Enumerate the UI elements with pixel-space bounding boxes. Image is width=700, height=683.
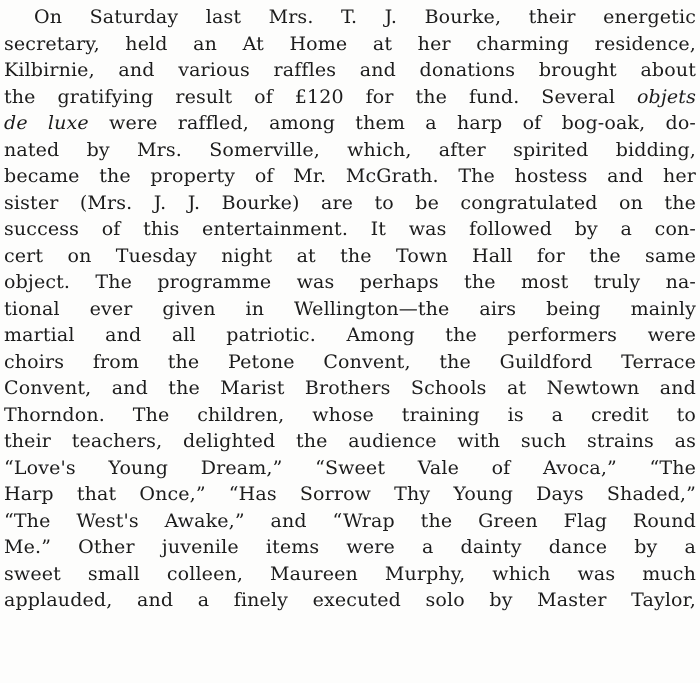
article-line: martial and all patriotic. Among the performers were [4, 324, 696, 346]
article-line: “Love's Young Dream,” “Sweet Vale of Avoca,” “The [4, 456, 696, 479]
article-line: Thorndon. The children, whose training is a credit to [4, 403, 696, 426]
article-text: were raffled, among them a harp of bog-oak, do- [109, 112, 696, 134]
article-line: Kilbirnie, and various raffles and donations brought about [4, 59, 696, 81]
article-line: their teachers, delighted the audience with such strains as [4, 430, 696, 452]
italic-phrase: objets [636, 85, 696, 108]
article-line: Convent, and the Marist Brothers Schools at Newtown and [4, 377, 696, 399]
article-line: sister (Mrs. J. J. Bourke) are to be congratulated on the [4, 191, 696, 214]
article-line: sweet small colleen, Maureen Murphy, which was much [4, 562, 696, 585]
article-line: nated by Mrs. Somerville, which, after spirited bidding, [4, 138, 696, 161]
article-line: became the property of Mr. McGrath. The hostess and her [4, 165, 696, 187]
article-line: choirs from the Petone Convent, the Guildford Terrace [4, 350, 696, 373]
article-line: object. The programme was perhaps the most truly na- [4, 271, 696, 293]
article-line: cert on Tuesday night at the Town Hall for the same [4, 244, 696, 267]
article-column [4, 4, 696, 614]
article-line: secretary, held an At Home at her charming residence, [4, 32, 696, 55]
article-text: the gratifying result of £120 for the fund. Several [4, 85, 616, 108]
article-line: On Saturday last Mrs. T. J. Bourke, their energetic [34, 6, 696, 28]
article-line [4, 110, 696, 137]
article-line: Harp that Once,” “Has Sorrow Thy Young Days Shaded,” [4, 483, 696, 505]
article-line: applauded, and a finely executed solo by Master Taylor, [4, 589, 696, 611]
article-line: success of this entertainment. It was followed by a con- [4, 218, 696, 240]
article-line: Me.” Other juvenile items were a dainty dance by a [4, 536, 696, 558]
article-line: “The West's Awake,” and “Wrap the Green Flag Round [4, 509, 696, 532]
article-line: tional ever given in Wellington—the airs being mainly [4, 297, 696, 320]
italic-phrase: de luxe [4, 112, 89, 134]
article-line [4, 84, 696, 111]
